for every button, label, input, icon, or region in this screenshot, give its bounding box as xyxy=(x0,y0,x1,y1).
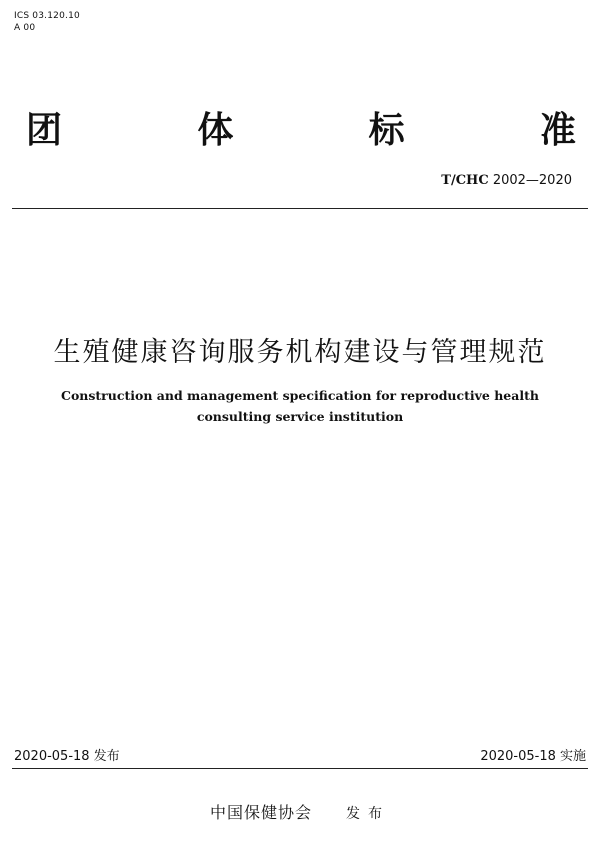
publisher-line xyxy=(0,800,600,823)
publisher-verb: 发布 xyxy=(346,806,390,822)
heading-char: 标 xyxy=(368,109,405,151)
publisher-organization: 中国保健协会 xyxy=(209,803,312,822)
standard-number-prefix: T/CHC xyxy=(441,173,489,188)
implement-date: 2020-05-18 实施 xyxy=(480,749,586,764)
english-title-line-2: consulting service institution xyxy=(196,409,404,424)
english-title xyxy=(0,385,600,427)
bottom-divider xyxy=(12,768,588,769)
document-type-heading xyxy=(26,104,576,150)
classification-codes xyxy=(14,10,80,34)
heading-char: 准 xyxy=(539,109,576,151)
english-title-line-1: Construction and management specification for reproductive health xyxy=(61,388,539,403)
ccs-code: A 00 xyxy=(14,23,36,33)
publish-date: 2020-05-18 发布 xyxy=(14,749,120,764)
heading-char: 团 xyxy=(26,109,63,151)
standard-number-year: 2002—2020 xyxy=(492,173,572,188)
heading-char: 体 xyxy=(197,109,234,151)
standard-number xyxy=(441,173,572,188)
ics-code: ICS 03.120.10 xyxy=(14,11,80,21)
chinese-title: 生殖健康咨询服务机构建设与管理规范 xyxy=(53,337,547,368)
top-divider xyxy=(12,208,588,209)
